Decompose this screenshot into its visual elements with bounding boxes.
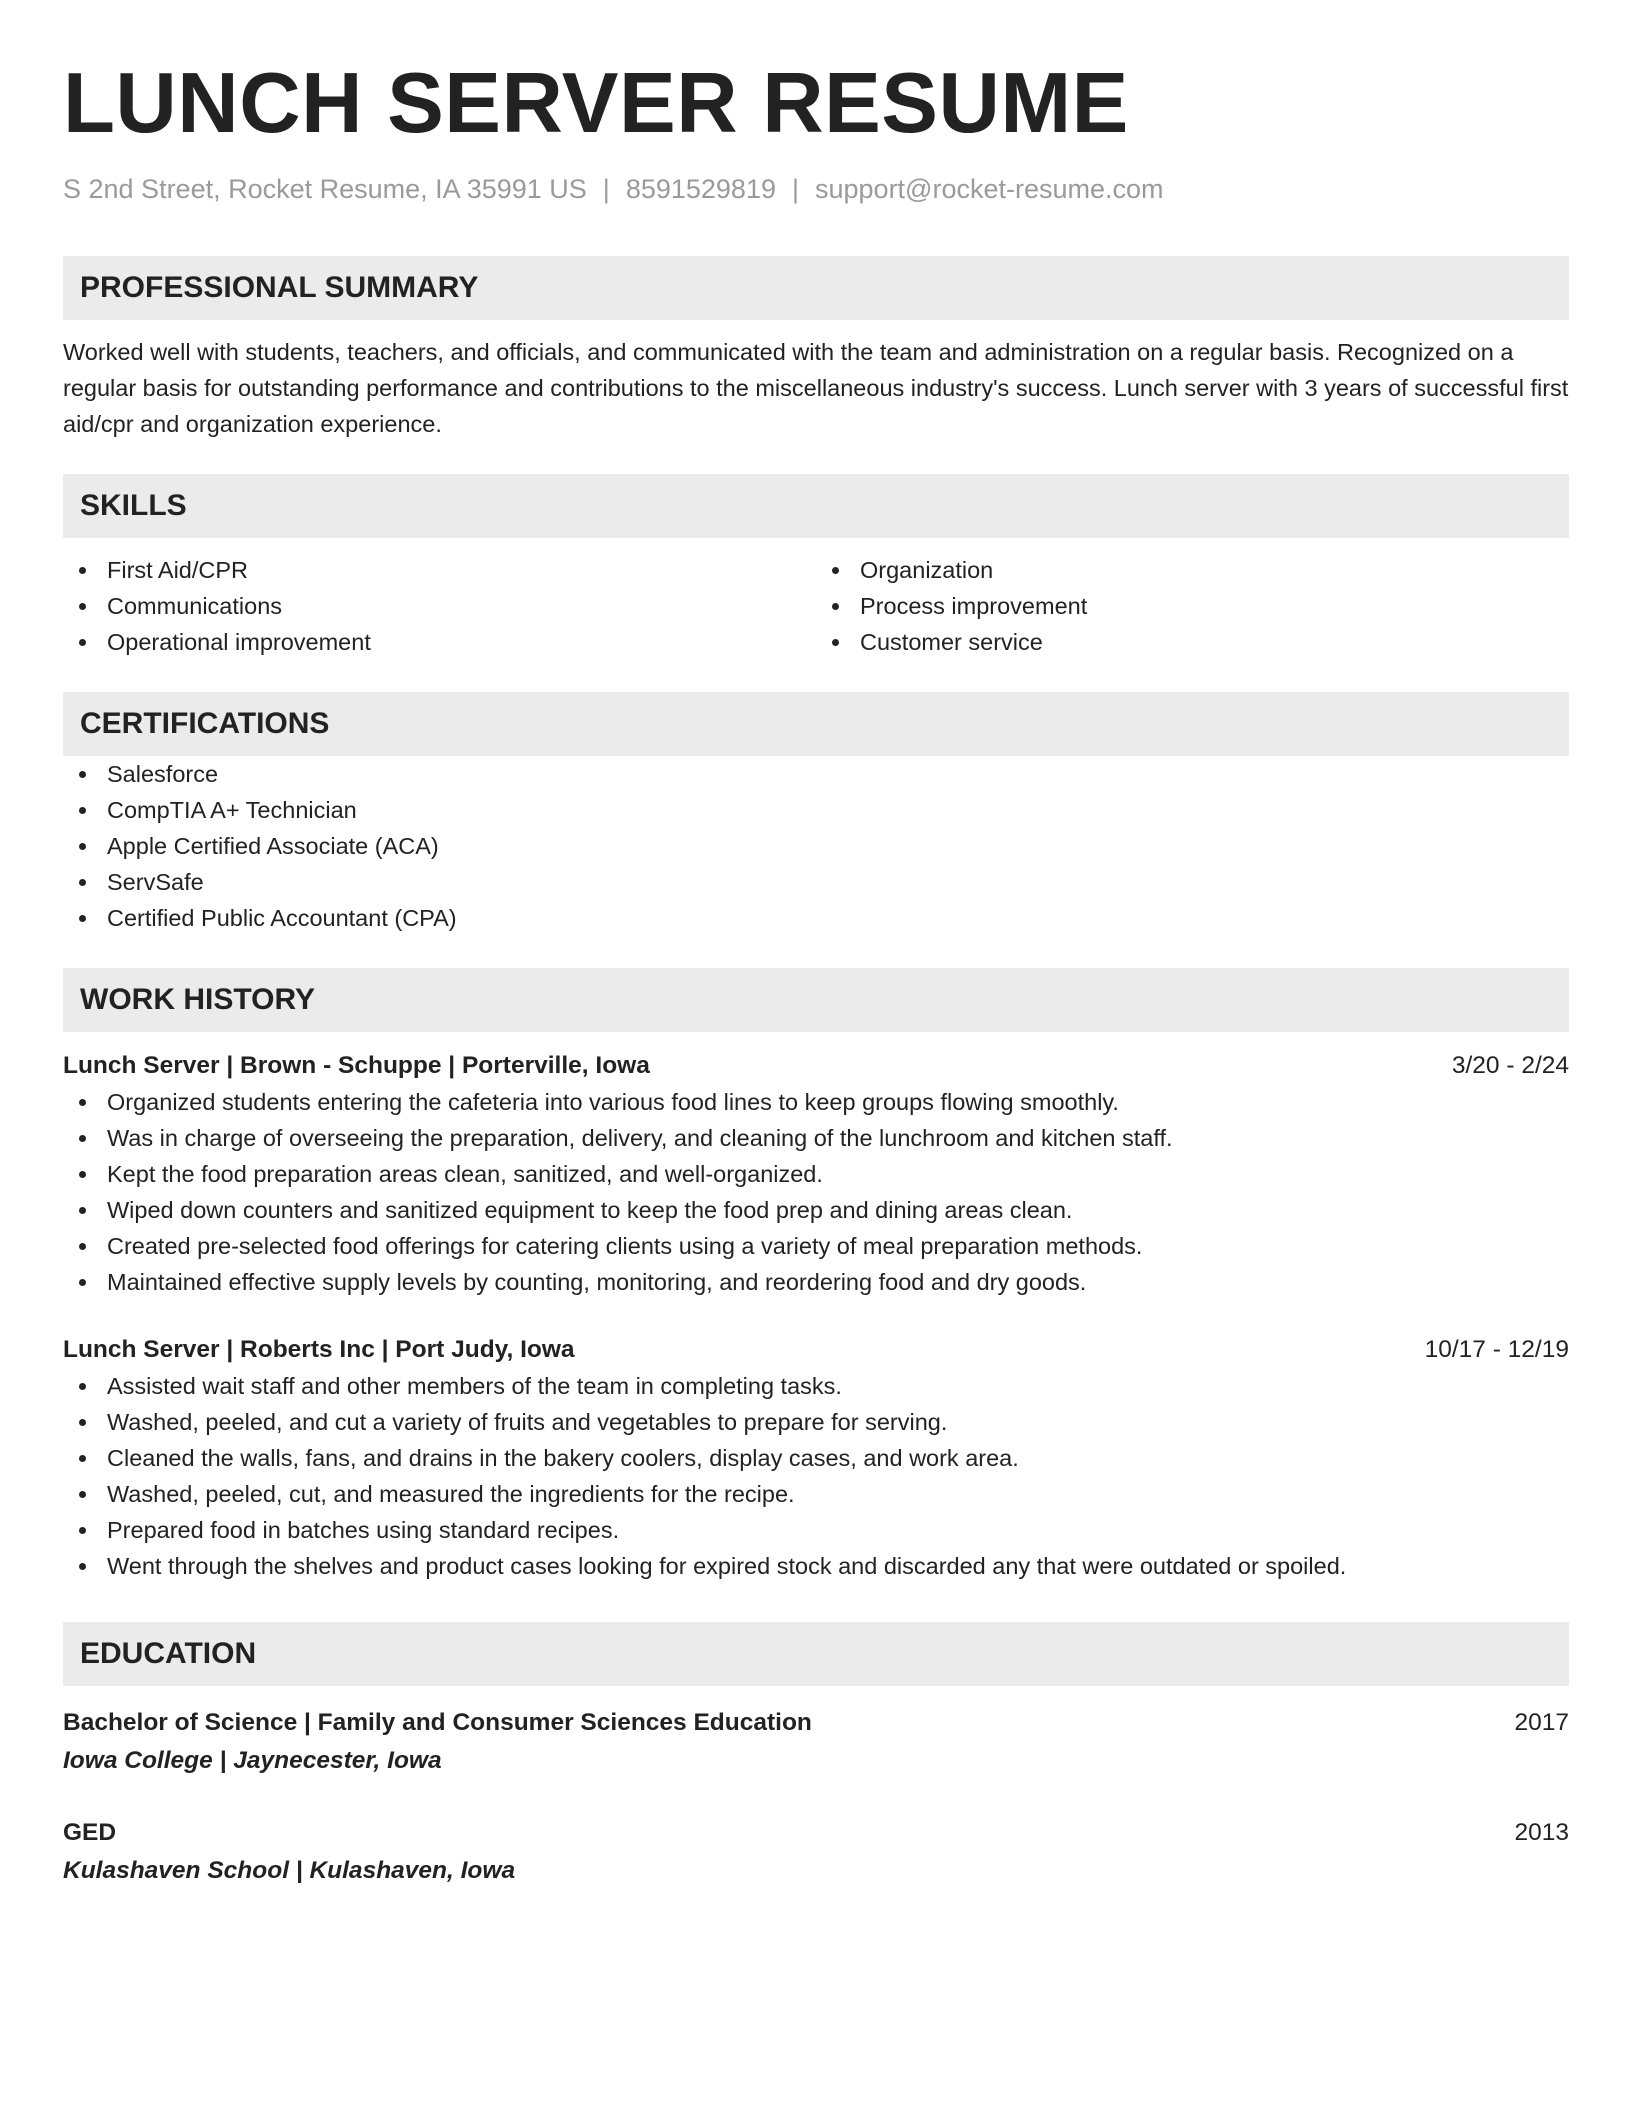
education-header: [63, 1814, 1569, 1852]
section-header-work-history: WORK HISTORY: [63, 968, 1569, 1032]
job-duty: [63, 1548, 1569, 1584]
summary-text: Worked well with students, teachers, and officials, and communicated with the team and administration on a regular basis. Recognized on a regular basis for outstanding performance and contributions to the miscellaneous industry's success. Lunch server with 3 years of successful first aid/cpr and organization experience.: [63, 339, 1569, 437]
bullet-icon: [79, 807, 86, 814]
job-duty: [63, 1476, 1569, 1512]
skill-item: [63, 588, 816, 624]
bullet-icon: [79, 567, 86, 574]
education-year: 2013: [1514, 1819, 1569, 1846]
job-duty: [63, 1404, 1569, 1440]
job-duty-text: Wiped down counters and sanitized equipment to keep the food prep and dining areas clean.: [107, 1197, 1073, 1223]
job-entry: [63, 1332, 1569, 1584]
skills-column-right: [816, 552, 1569, 660]
job-duty-text: Assisted wait staff and other members of the team in completing tasks.: [107, 1373, 842, 1399]
section-header-skills: SKILLS: [63, 474, 1569, 538]
job-duty-text: Went through the shelves and product cases looking for expired stock and discarded any that were outdated or spoiled.: [107, 1553, 1347, 1579]
certification-item: [63, 756, 1569, 792]
job-duty-text: Organized students entering the cafeteria into various food lines to keep groups flowing smoothly.: [107, 1089, 1119, 1115]
job-dates: 10/17 - 12/19: [1424, 1336, 1569, 1363]
skill-label: Organization: [860, 557, 994, 583]
skill-label: Operational improvement: [107, 629, 371, 655]
job-duty-text: Prepared food in batches using standard recipes.: [107, 1517, 620, 1543]
certification-label: CompTIA A+ Technician: [107, 797, 357, 823]
bullet-icon: [79, 1563, 86, 1570]
bullet-icon: [79, 639, 86, 646]
skill-item: [63, 552, 816, 588]
bullet-icon: [832, 567, 839, 574]
certification-label: Certified Public Accountant (CPA): [107, 905, 457, 931]
section-header-certifications: CERTIFICATIONS: [63, 692, 1569, 756]
contact-separator: |: [791, 174, 799, 204]
skills-grid: [63, 552, 1569, 660]
job-duty: [63, 1512, 1569, 1548]
job-duty-text: Kept the food preparation areas clean, sanitized, and well-organized.: [107, 1161, 823, 1187]
job-dates: 3/20 - 2/24: [1451, 1052, 1569, 1079]
job-duty: [63, 1228, 1569, 1264]
job-duty: [63, 1120, 1569, 1156]
certification-item: [63, 792, 1569, 828]
contact-email: support@rocket-resume.com: [815, 174, 1164, 204]
job-entry: [63, 1048, 1569, 1300]
job-duty: [63, 1264, 1569, 1300]
section-header-education: EDUCATION: [63, 1622, 1569, 1686]
education-header: [63, 1704, 1569, 1742]
job-heading: Lunch Server | Roberts Inc | Port Judy, Iowa: [63, 1336, 575, 1363]
contact-line: [63, 172, 1569, 206]
bullet-icon: [832, 639, 839, 646]
bullet-icon: [79, 1135, 86, 1142]
certification-item: [63, 864, 1569, 900]
job-duty: [63, 1192, 1569, 1228]
job-header: [63, 1048, 1569, 1084]
job-header: [63, 1332, 1569, 1368]
certification-label: Salesforce: [107, 761, 219, 787]
contact-address: S 2nd Street, Rocket Resume, IA 35991 US: [63, 174, 587, 204]
skill-label: Communications: [107, 593, 283, 619]
skill-item: [816, 588, 1569, 624]
bullet-icon: [79, 1383, 86, 1390]
bullet-icon: [79, 1099, 86, 1106]
bullet-icon: [79, 1419, 86, 1426]
job-heading: Lunch Server | Brown - Schuppe | Porterville, Iowa: [63, 1052, 650, 1079]
education-entry: [63, 1704, 1569, 1780]
bullet-icon: [79, 1207, 86, 1214]
education-school: Kulashaven School | Kulashaven, Iowa: [63, 1857, 516, 1884]
bullet-icon: [79, 1455, 86, 1462]
job-duties-list: [63, 1084, 1569, 1300]
skill-label: Process improvement: [860, 593, 1088, 619]
bullet-icon: [79, 1171, 86, 1178]
job-duty-text: Was in charge of overseeing the preparation, delivery, and cleaning of the lunchroom and kitchen staff.: [107, 1125, 1173, 1151]
education-degree: Bachelor of Science | Family and Consumer Sciences Education: [63, 1709, 812, 1736]
job-duty: [63, 1440, 1569, 1476]
bullet-icon: [79, 843, 86, 850]
certifications-list: [63, 756, 1569, 936]
skill-label: Customer service: [860, 629, 1043, 655]
certification-item: [63, 900, 1569, 936]
bullet-icon: [79, 1527, 86, 1534]
job-duty: [63, 1156, 1569, 1192]
bullet-icon: [79, 1491, 86, 1498]
job-duty-text: Cleaned the walls, fans, and drains in the bakery coolers, display cases, and work area.: [107, 1445, 1019, 1471]
education-school: Iowa College | Jaynecester, Iowa: [63, 1747, 442, 1774]
skill-item: [816, 624, 1569, 660]
bullet-icon: [79, 1279, 86, 1286]
bullet-icon: [79, 603, 86, 610]
bullet-icon: [79, 771, 86, 778]
skill-item: [816, 552, 1569, 588]
job-duty: [63, 1368, 1569, 1404]
skills-column-left: [63, 552, 816, 660]
bullet-icon: [832, 603, 839, 610]
job-duty-text: Maintained effective supply levels by counting, monitoring, and reordering food and dry goods.: [107, 1269, 1087, 1295]
certification-label: Apple Certified Associate (ACA): [107, 833, 439, 859]
job-duty-text: Washed, peeled, and cut a variety of fruits and vegetables to prepare for serving.: [107, 1409, 948, 1435]
resume-title: LUNCH SERVER RESUME: [63, 56, 1129, 151]
contact-separator: |: [602, 174, 610, 204]
job-duty-text: Washed, peeled, cut, and measured the ingredients for the recipe.: [107, 1481, 795, 1507]
skill-label: First Aid/CPR: [107, 557, 249, 583]
bullet-icon: [79, 1243, 86, 1250]
certification-item: [63, 828, 1569, 864]
job-duty: [63, 1084, 1569, 1120]
certification-label: ServSafe: [107, 869, 204, 895]
contact-phone: 8591529819: [625, 174, 776, 204]
bullet-icon: [79, 915, 86, 922]
education-entry: [63, 1814, 1569, 1890]
job-duties-list: [63, 1368, 1569, 1584]
bullet-icon: [79, 879, 86, 886]
education-degree: GED: [63, 1819, 117, 1846]
skill-item: [63, 624, 816, 660]
education-year: 2017: [1514, 1709, 1569, 1736]
job-duty-text: Created pre-selected food offerings for catering clients using a variety of meal preparation methods.: [107, 1233, 1143, 1259]
section-header-summary: PROFESSIONAL SUMMARY: [63, 256, 1569, 320]
